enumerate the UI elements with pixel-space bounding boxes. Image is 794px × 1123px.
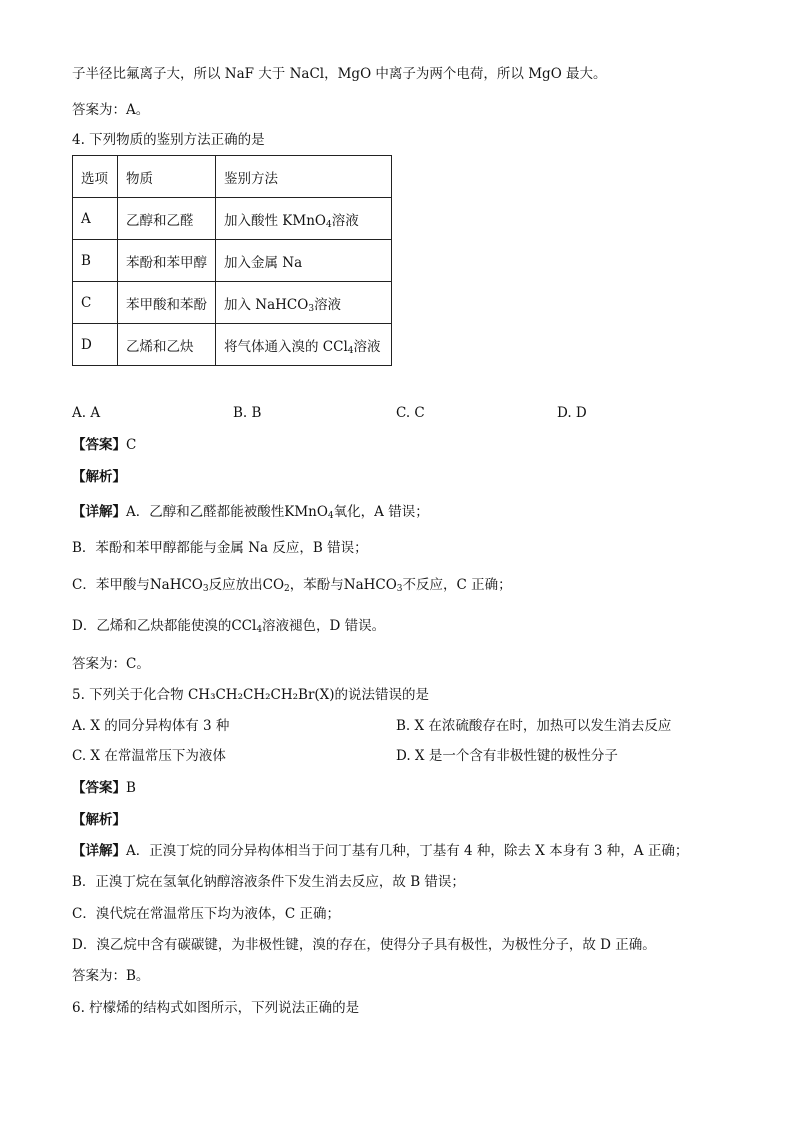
table-cell-substances: 乙醇和乙醛 [118, 198, 216, 240]
table-cell-substances: 乙烯和乙炔 [118, 324, 216, 366]
table-cell-method: 加入 NaHCO$_3$溶液 [216, 282, 392, 324]
table-cell-option: D [73, 324, 118, 366]
table-cell-method: 加入酸性 KMnO$_4$溶液 [216, 198, 392, 240]
table-header-row [73, 156, 392, 198]
q6-stem: 6. 柠檬烯的结构式如图所示，下列说法正确的是 [72, 1000, 360, 1016]
q4-detail-3: C．苯甲酸与NaHCO$_3$反应放出$CO_2$，苯酚与NaHCO$_3$不反应，C 正确； [72, 577, 512, 594]
answer-tag: 【答案】 [72, 780, 126, 796]
answer-value: C [126, 437, 137, 453]
table-row [73, 240, 392, 282]
q4-stem: 4. 下列物质的鉴别方法正确的是 [72, 132, 265, 148]
q4-detail-4: D．乙烯和乙炔都能使溴的CCl$_4$溶液褪色，D 错误。 [72, 618, 386, 635]
q5-answer [72, 778, 136, 798]
table-row [73, 324, 392, 366]
q5-option-c: C. X 在常温常压下为液体 [72, 748, 226, 764]
q4-final-answer: 答案为：C。 [72, 656, 150, 672]
prev-explanation-line: 子半径比氟离子大，所以 NaF 大于 NaCl，MgO 中离子为两个电荷，所以 MgO 最大。 [72, 66, 607, 82]
q5-detail-1: 【详解】A．正溴丁烷的同分异构体相当于问丁基有几种，丁基有 4 种，除去 X 本身有 3 种，A 正确； [72, 843, 689, 859]
table-cell-method: 加入金属 Na [216, 240, 392, 282]
table-header-cell: 选项 [73, 156, 118, 198]
table-cell-substances: 苯甲酸和苯酚 [118, 282, 216, 324]
q5-detail-2: B．正溴丁烷在氢氧化钠醇溶液条件下发生消去反应，故 B 错误； [72, 874, 465, 890]
q5-stem: 5. 下列关于化合物 CH₃CH₂CH₂CH₂Br(X)的说法错误的是 [72, 687, 430, 703]
table-cell-option: C [73, 282, 118, 324]
q4-option-a: A. A [72, 405, 101, 421]
q5-detail-3: C．溴代烷在常温常压下均为液体，C 正确； [72, 906, 340, 922]
q4-option-c: C. C [396, 405, 425, 421]
table-cell-method: 将气体通入溴的 CCl$_4$溶液 [216, 324, 392, 366]
table-header-cell: 物质 [118, 156, 216, 198]
table-header-cell: 鉴别方法 [216, 156, 392, 198]
q5-final-answer: 答案为：B。 [72, 968, 150, 984]
table-cell-option: B [73, 240, 118, 282]
q5-analysis-tag: 【解析】 [72, 812, 126, 828]
answer-value: B [126, 780, 136, 796]
answer-tag: 【答案】 [72, 437, 126, 453]
q4-option-d: D. D [557, 405, 587, 421]
q4-detail-2: B．苯酚和苯甲醇都能与金属 Na 反应，B 错误； [72, 540, 368, 556]
q5-option-d: D. X 是一个含有非极性键的极性分子 [396, 748, 618, 764]
prev-answer-line: 答案为：A。 [72, 102, 150, 118]
q4-answer [72, 435, 136, 455]
q5-detail-4: D．溴乙烷中含有碳碳键，为非极性键，溴的存在，使得分子具有极性，为极性分子，故 D 正确。 [72, 937, 656, 953]
table-row [73, 198, 392, 240]
q4-analysis-tag: 【解析】 [72, 469, 126, 485]
table-cell-option: A [73, 198, 118, 240]
table-cell-substances: 苯酚和苯甲醇 [118, 240, 216, 282]
table-row [73, 282, 392, 324]
q5-option-a: A. X 的同分异构体有 3 种 [72, 718, 230, 734]
q4-option-b: B. B [233, 405, 262, 421]
q4-table [72, 155, 392, 366]
q5-option-b: B. X 在浓硫酸存在时，加热可以发生消去反应 [396, 718, 672, 734]
q4-detail-1: 【详解】A．乙醇和乙醛都能被酸性KMnO$_4$氧化，A 错误； [72, 504, 429, 521]
